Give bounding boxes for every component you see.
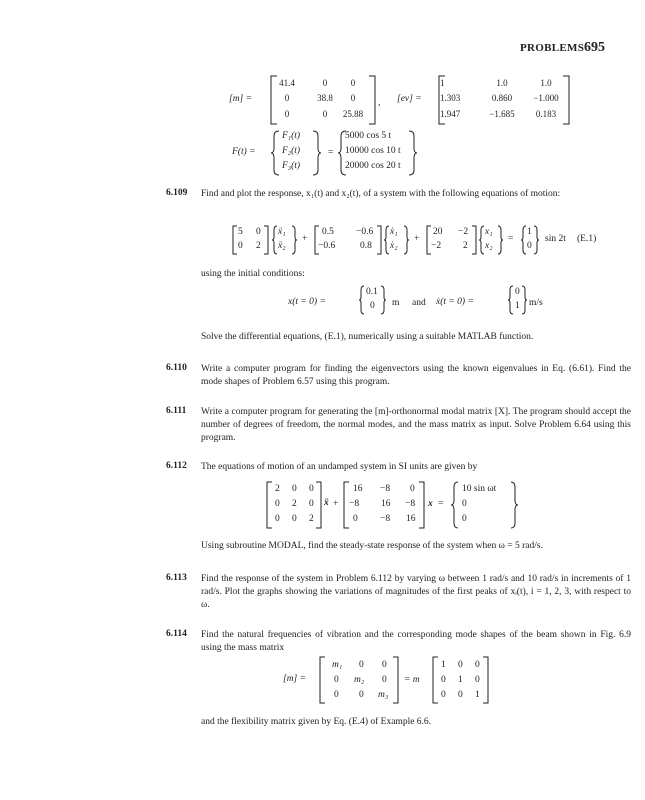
accel-vector: ẍ — [324, 498, 329, 508]
matrix-cell: 0 — [382, 675, 387, 685]
rhs-component: 0 — [527, 241, 532, 251]
problem-number: 6.110 — [166, 363, 187, 373]
brace — [383, 225, 390, 255]
ev-cell: 1 — [440, 78, 445, 88]
ev-cell: 1.947 — [440, 109, 461, 119]
matrix-cell: −0.6 — [318, 241, 336, 251]
matrix-cell: 16 — [406, 514, 416, 524]
ic-unit: m/s — [529, 298, 543, 308]
matrix-cell: 0 — [359, 660, 364, 670]
matrix-cell: −8 — [405, 499, 416, 509]
equals-sign: = — [438, 499, 444, 509]
ev-cell: 0.860 — [491, 93, 513, 103]
ev-cell: 0.183 — [535, 109, 557, 119]
ic-velocity-label: ẋ(t = 0) = — [436, 297, 474, 307]
matrix-cell: 0 — [353, 514, 358, 524]
bracket — [432, 656, 439, 704]
matrix-cell: 0 — [475, 660, 480, 670]
matrix-cell: 1 — [458, 675, 463, 685]
force-vector-label: F(t) = — [232, 147, 256, 157]
ev-cell: 1.303 — [440, 93, 461, 103]
matrix-cell: 1 — [475, 690, 480, 700]
ev-cell: −1.685 — [489, 109, 515, 119]
m-cell: 41.4 — [279, 78, 295, 88]
bracket — [392, 656, 399, 704]
equals-sign: = — [328, 148, 334, 158]
matrix-cell: −0.6 — [356, 227, 374, 237]
matrix-cell: 0 — [359, 690, 364, 700]
matrix-cell: 0 — [292, 514, 297, 524]
matrix-cell: 0 — [382, 660, 387, 670]
problem-text: Find the response of the system in Problem 6.112 by varying ω between 1 rad/s and 10 rad/s in increments of 1 rad/s. Plot the graphs showing the variations of magnitudes of the first peaks of xᵢ(t), i = 1, 2, 3, with respect to ω. — [201, 574, 631, 610]
page-number: 695 — [584, 40, 605, 55]
bracket — [376, 225, 382, 255]
ev-cell: 1.0 — [496, 78, 508, 88]
matrix-cell: −2 — [458, 227, 469, 237]
brace — [510, 481, 519, 529]
mass-matrix-label: [m] = — [283, 674, 307, 684]
force-component: F₂(t) — [282, 146, 301, 156]
vel-component: ẋ₂ — [390, 241, 398, 251]
matrix-cell: 20 — [433, 227, 443, 237]
matrix-cell: 2 — [256, 241, 261, 251]
matrix-cell: −2 — [431, 241, 442, 251]
ev-matrix-label: [ev] = — [397, 94, 422, 104]
force-value: 20000 cos 20 t — [345, 161, 401, 171]
ic-value: 0 — [515, 287, 520, 297]
ev-matrix-right-bracket — [562, 75, 570, 125]
m-cell: 0 — [322, 109, 328, 119]
matrix-cell: 0 — [238, 241, 243, 251]
ic-unit: m — [392, 298, 400, 308]
matrix-cell: 2 — [309, 514, 314, 524]
brace — [497, 225, 504, 255]
force-vector-right-brace — [312, 130, 322, 176]
plus-sign: + — [302, 234, 308, 244]
bracket — [319, 656, 326, 704]
bracket — [263, 225, 269, 255]
m-matrix-right-bracket — [368, 75, 376, 125]
bracket — [471, 225, 477, 255]
matrix-cell: 16 — [353, 484, 363, 494]
matrix-cell: 2 — [275, 484, 280, 494]
m-cell: 38.8 — [317, 93, 333, 103]
brace — [380, 285, 387, 315]
bracket — [418, 481, 425, 529]
initial-conditions-text: using the initial conditions: — [201, 269, 305, 279]
matrix-cell: 0 — [334, 675, 339, 685]
matrix-cell: 0 — [292, 484, 297, 494]
brace — [521, 285, 528, 315]
ic-value: 0.1 — [366, 287, 378, 297]
matrix-cell: m₂ — [354, 675, 365, 685]
matrix-cell: 0 — [256, 227, 261, 237]
brace — [403, 225, 410, 255]
force-component: F₃(t) — [282, 161, 301, 171]
matrix-cell: 0.8 — [360, 241, 372, 251]
matrix-cell: 0 — [475, 675, 480, 685]
rhs-component: 0 — [462, 514, 467, 524]
equals-m: = m — [404, 675, 420, 685]
brace — [520, 225, 527, 255]
accel-component: ẍ₁ — [278, 227, 286, 237]
problem-number: 6.113 — [166, 573, 187, 583]
problem-number: 6.112 — [166, 461, 187, 471]
m-cell: 0 — [322, 78, 328, 88]
problem-number: 6.109 — [166, 188, 188, 198]
rhs-component: 10 sin ωt — [462, 484, 497, 494]
matrix-cell: 0 — [410, 484, 415, 494]
force-values-right-brace — [408, 130, 418, 176]
matrix-cell: 1 — [441, 660, 446, 670]
matrix-cell: 0 — [275, 499, 280, 509]
rhs-suffix: sin 2t — [545, 234, 566, 244]
vel-component: ẋ₁ — [390, 227, 398, 237]
m-matrix-label: [m] = — [229, 94, 253, 104]
problem-number: 6.111 — [166, 406, 187, 416]
ic-displacement-label: x(t = 0) = — [288, 297, 326, 307]
force-value: 10000 cos 10 t — [345, 146, 401, 156]
disp-vector: x — [428, 499, 433, 509]
matrix-cell: 0 — [458, 690, 463, 700]
matrix-cell: m₁ — [332, 660, 343, 670]
problem-text: The equations of motion of an undamped system in SI units are given by — [201, 462, 478, 472]
disp-component: x₂ — [485, 241, 493, 251]
m-cell: 25.88 — [342, 109, 364, 119]
brace — [507, 285, 514, 315]
equals-sign: = — [508, 234, 514, 244]
m-cell: 0 — [350, 93, 356, 103]
m-cell: 0 — [284, 109, 290, 119]
force-component: F₁(t) — [282, 131, 301, 141]
matrix-cell: −8 — [380, 514, 391, 524]
brace — [358, 285, 365, 315]
matrix-cell: −8 — [349, 499, 360, 509]
after-text: Using subroutine MODAL, find the steady-state response of the system when ω = 5 rad/s. — [201, 541, 543, 551]
matrix-cell: 2 — [292, 499, 297, 509]
matrix-cell: 0 — [458, 660, 463, 670]
ev-cell: 1.0 — [540, 78, 552, 88]
brace — [291, 225, 298, 255]
matrix-cell: 0 — [334, 690, 339, 700]
ic-value: 1 — [515, 301, 520, 311]
matrix-cell: 0 — [441, 675, 446, 685]
force-vector-left-brace — [270, 130, 280, 176]
after-text: and the flexibility matrix given by Eq. (E.4) of Example 6.6. — [201, 717, 432, 727]
solve-text: Solve the differential equations, (E.1), numerically using a suitable MATLAB function. — [201, 332, 534, 342]
brace — [271, 225, 278, 255]
accel-component: ẍ₂ — [278, 241, 286, 251]
ic-value: 0 — [370, 301, 375, 311]
running-header: PROBLEMS — [520, 42, 585, 54]
matrix-cell: 0 — [309, 499, 314, 509]
rhs-component: 0 — [462, 499, 467, 509]
m-cell: 0 — [284, 93, 290, 103]
matrix-cell: −8 — [380, 484, 391, 494]
rhs-component: 1 — [527, 227, 532, 237]
problem-text: Find the natural frequencies of vibration and the corresponding mode shapes of the beam shown in Fig. 6.9 using the mass matrix — [201, 630, 631, 653]
matrix-cell: 0 — [441, 690, 446, 700]
comma: , — [378, 98, 381, 108]
problem-text: Write a computer program for generating the [m]-orthonormal modal matrix [X]. The program should accept the number of degrees of freedom, the normal modes, and the mass matrix as input. Solve Problem 6.64 using this program. — [201, 407, 631, 443]
and-word: and — [412, 298, 426, 308]
bracket — [482, 656, 489, 704]
bracket — [315, 481, 322, 529]
plus-sign: + — [414, 234, 420, 244]
problem-text: Find and plot the response, x₁(t) and x₂(t), of a system with the following equations of motion: — [201, 189, 561, 199]
matrix-cell: 0.5 — [322, 227, 334, 237]
problem-number: 6.114 — [166, 629, 187, 639]
force-value: 5000 cos 5 t — [345, 131, 392, 141]
matrix-cell: 0 — [275, 514, 280, 524]
problem-text: Write a computer program for finding the eigenvectors using the known eigenvalues in Eq. (6.61). Find the mode shapes of Problem 6.57 using this program. — [201, 364, 631, 387]
plus-sign: + — [333, 499, 339, 509]
matrix-cell: 2 — [463, 241, 468, 251]
brace — [533, 225, 540, 255]
brace — [478, 225, 485, 255]
ev-cell: −1.000 — [533, 93, 559, 103]
disp-component: x₁ — [485, 227, 493, 237]
matrix-cell: 5 — [238, 227, 243, 237]
brace — [450, 481, 459, 529]
m-cell: 0 — [350, 78, 356, 88]
equation-tag: (E.1) — [577, 234, 597, 244]
matrix-cell: m₃ — [378, 690, 389, 700]
bracket — [266, 481, 273, 529]
matrix-cell: 16 — [381, 499, 391, 509]
matrix-cell: 0 — [309, 484, 314, 494]
